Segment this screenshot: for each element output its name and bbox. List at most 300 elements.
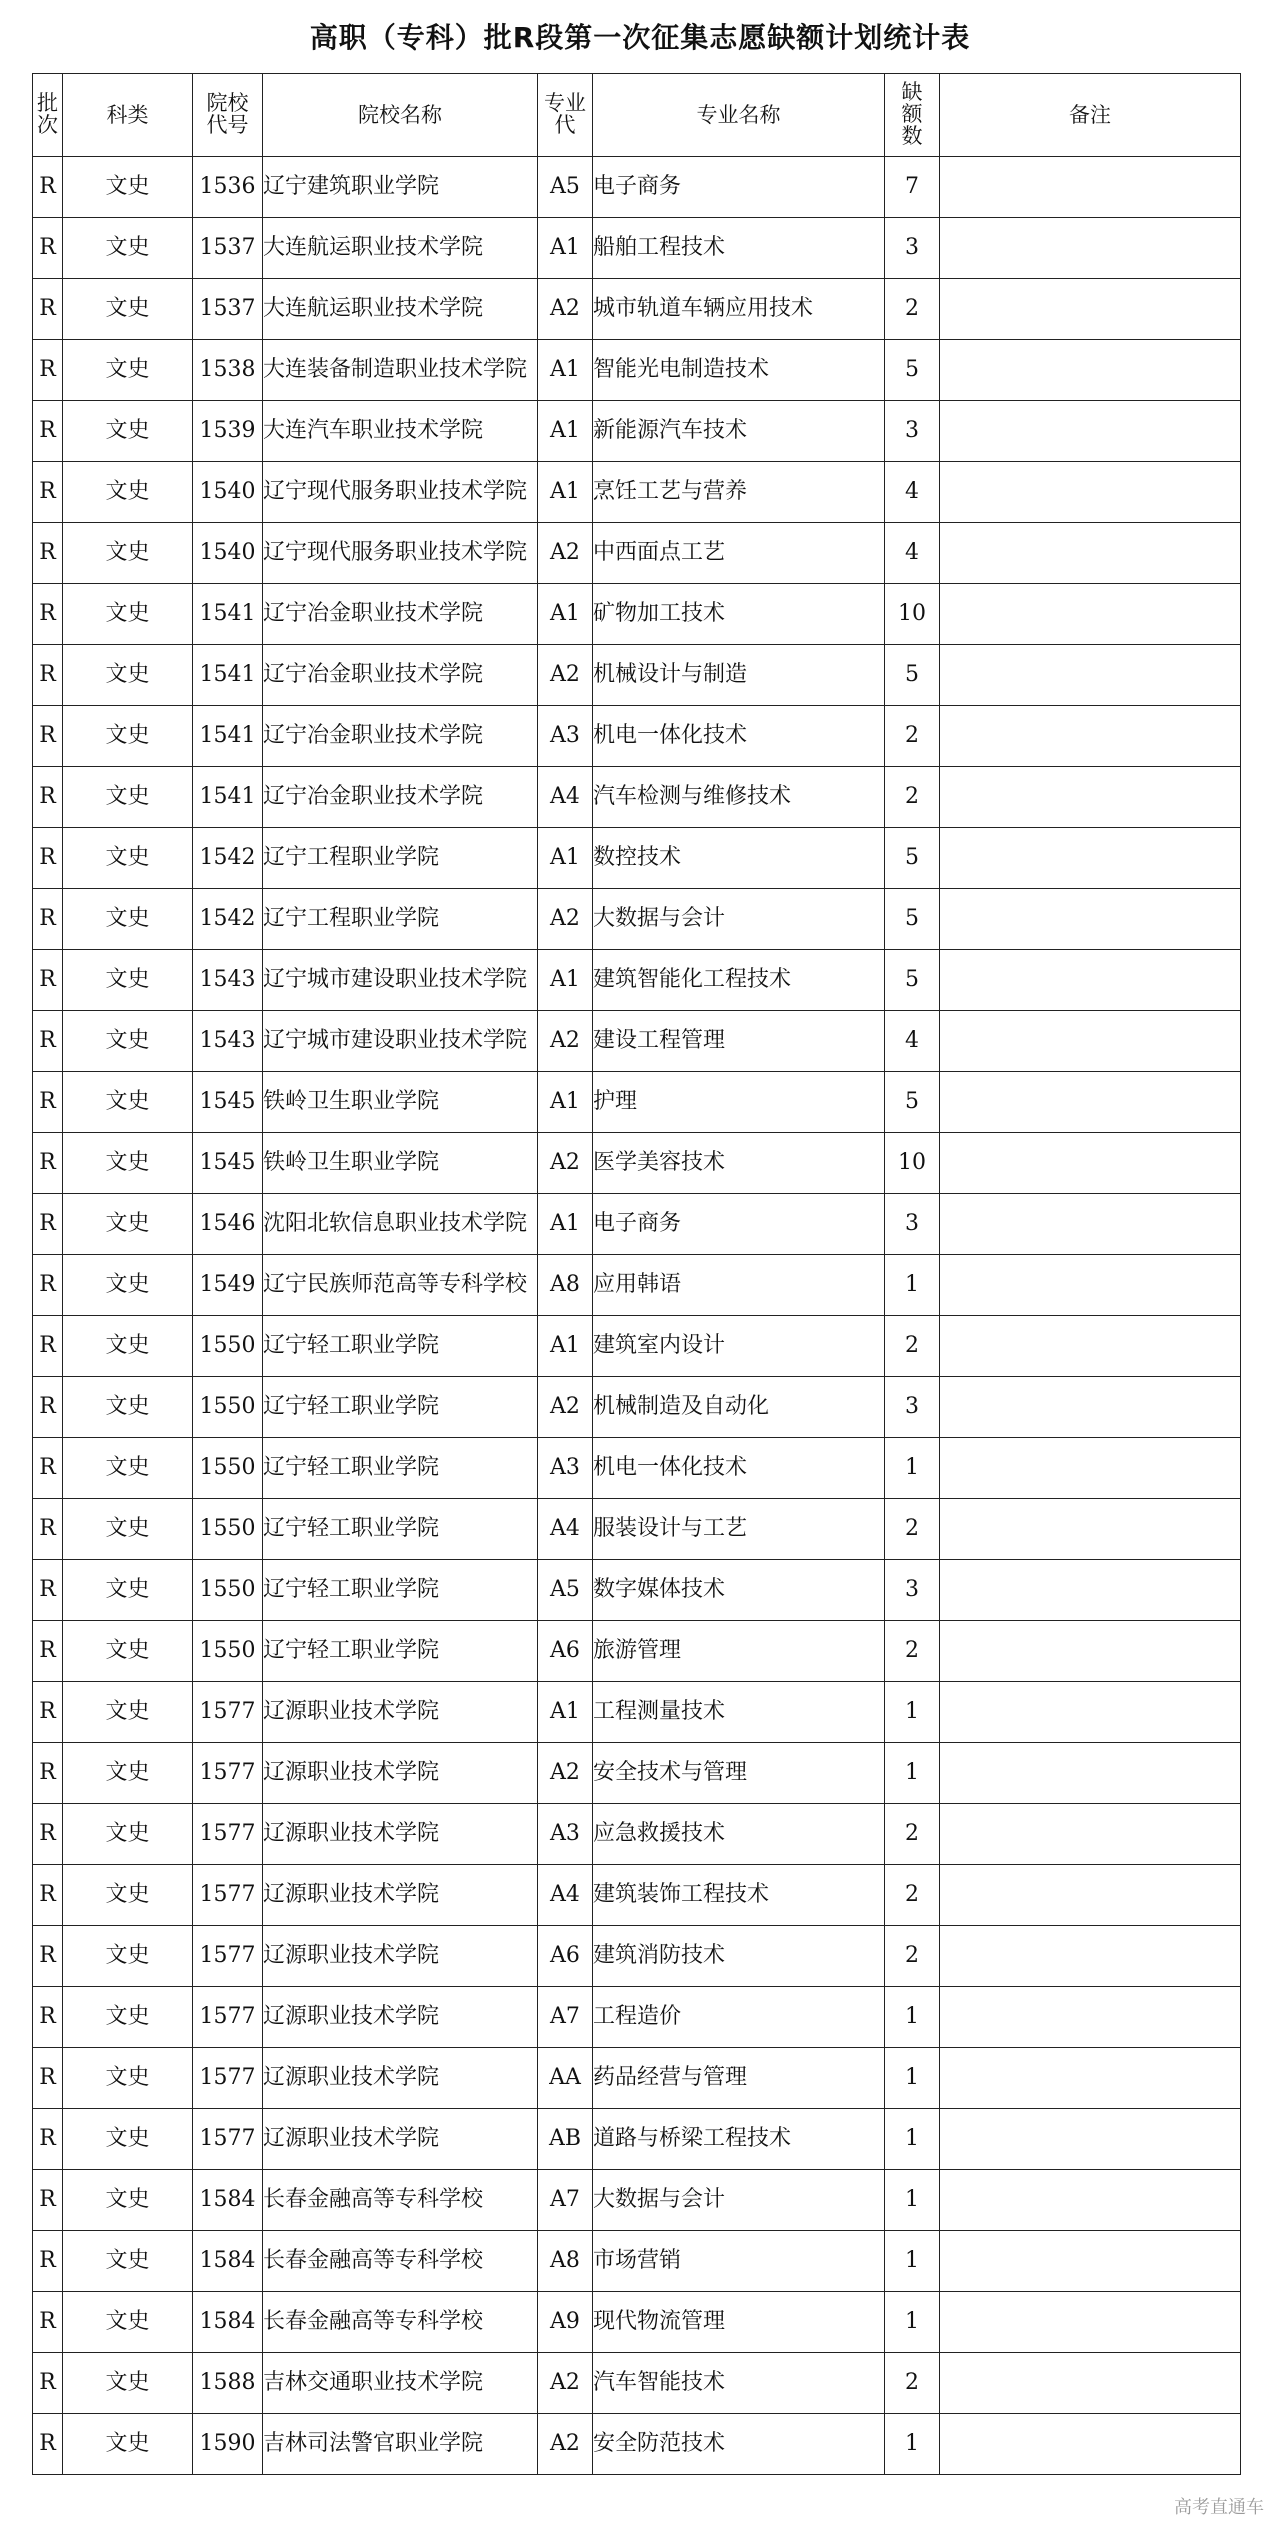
cell-subject: 文史 bbox=[63, 2414, 193, 2475]
cell-school-code: 1541 bbox=[193, 767, 263, 828]
cell-school-name: 长春金融高等专科学校 bbox=[263, 2292, 538, 2353]
cell-school-code: 1541 bbox=[193, 645, 263, 706]
cell-subject: 文史 bbox=[63, 2353, 193, 2414]
table-row bbox=[33, 706, 1241, 767]
cell-major-code: A2 bbox=[538, 279, 593, 340]
table-row bbox=[33, 1743, 1241, 1804]
cell-major-code: A2 bbox=[538, 1133, 593, 1194]
cell-batch: R bbox=[33, 1682, 63, 1743]
cell-school-name: 辽宁城市建设职业技术学院 bbox=[263, 950, 538, 1011]
cell-school-name: 辽宁民族师范高等专科学校 bbox=[263, 1255, 538, 1316]
header-batch: 批次 bbox=[33, 74, 63, 157]
cell-batch: R bbox=[33, 1621, 63, 1682]
cell-count: 1 bbox=[885, 2109, 940, 2170]
cell-note bbox=[940, 2353, 1241, 2414]
cell-school-name: 辽宁工程职业学院 bbox=[263, 828, 538, 889]
table-row bbox=[33, 157, 1241, 218]
cell-major-name: 烹饪工艺与营养 bbox=[593, 462, 885, 523]
table-row bbox=[33, 1133, 1241, 1194]
cell-note bbox=[940, 950, 1241, 1011]
cell-subject: 文史 bbox=[63, 1865, 193, 1926]
cell-school-code: 1536 bbox=[193, 157, 263, 218]
cell-subject: 文史 bbox=[63, 1255, 193, 1316]
cell-count: 5 bbox=[885, 645, 940, 706]
table-row bbox=[33, 767, 1241, 828]
cell-batch: R bbox=[33, 767, 63, 828]
cell-major-name: 道路与桥梁工程技术 bbox=[593, 2109, 885, 2170]
cell-subject: 文史 bbox=[63, 2231, 193, 2292]
cell-school-code: 1577 bbox=[193, 1987, 263, 2048]
cell-major-code: AA bbox=[538, 2048, 593, 2109]
cell-major-code: A2 bbox=[538, 645, 593, 706]
cell-note bbox=[940, 1804, 1241, 1865]
cell-school-name: 铁岭卫生职业学院 bbox=[263, 1133, 538, 1194]
cell-batch: R bbox=[33, 645, 63, 706]
table-row bbox=[33, 1560, 1241, 1621]
cell-school-code: 1550 bbox=[193, 1438, 263, 1499]
cell-note bbox=[940, 889, 1241, 950]
cell-school-code: 1584 bbox=[193, 2170, 263, 2231]
cell-school-name: 辽宁轻工职业学院 bbox=[263, 1377, 538, 1438]
cell-note bbox=[940, 767, 1241, 828]
cell-batch: R bbox=[33, 401, 63, 462]
cell-batch: R bbox=[33, 2170, 63, 2231]
cell-school-code: 1545 bbox=[193, 1072, 263, 1133]
cell-major-code: A2 bbox=[538, 1377, 593, 1438]
cell-subject: 文史 bbox=[63, 157, 193, 218]
cell-batch: R bbox=[33, 1865, 63, 1926]
cell-subject: 文史 bbox=[63, 889, 193, 950]
cell-major-code: A1 bbox=[538, 218, 593, 279]
cell-major-code: A9 bbox=[538, 2292, 593, 2353]
cell-batch: R bbox=[33, 218, 63, 279]
cell-subject: 文史 bbox=[63, 2048, 193, 2109]
cell-count: 5 bbox=[885, 950, 940, 1011]
table-header bbox=[33, 74, 1241, 157]
cell-batch: R bbox=[33, 1804, 63, 1865]
cell-subject: 文史 bbox=[63, 1499, 193, 1560]
cell-batch: R bbox=[33, 1926, 63, 1987]
table-row bbox=[33, 2414, 1241, 2475]
table-row bbox=[33, 462, 1241, 523]
cell-note bbox=[940, 1011, 1241, 1072]
table-row bbox=[33, 2048, 1241, 2109]
cell-subject: 文史 bbox=[63, 645, 193, 706]
cell-count: 1 bbox=[885, 2048, 940, 2109]
header-school-name: 院校名称 bbox=[263, 74, 538, 157]
cell-school-name: 辽源职业技术学院 bbox=[263, 2109, 538, 2170]
cell-major-code: A1 bbox=[538, 1682, 593, 1743]
cell-subject: 文史 bbox=[63, 340, 193, 401]
cell-major-name: 电子商务 bbox=[593, 1194, 885, 1255]
cell-note bbox=[940, 1072, 1241, 1133]
cell-school-code: 1550 bbox=[193, 1621, 263, 1682]
cell-note bbox=[940, 2231, 1241, 2292]
cell-school-code: 1577 bbox=[193, 1865, 263, 1926]
header-subject: 科类 bbox=[63, 74, 193, 157]
header-major-code: 专业代 bbox=[538, 74, 593, 157]
cell-school-code: 1588 bbox=[193, 2353, 263, 2414]
cell-count: 2 bbox=[885, 767, 940, 828]
cell-school-code: 1539 bbox=[193, 401, 263, 462]
cell-note bbox=[940, 1987, 1241, 2048]
cell-major-name: 建筑装饰工程技术 bbox=[593, 1865, 885, 1926]
cell-school-code: 1550 bbox=[193, 1316, 263, 1377]
cell-school-code: 1584 bbox=[193, 2292, 263, 2353]
cell-major-name: 现代物流管理 bbox=[593, 2292, 885, 2353]
table-row bbox=[33, 2292, 1241, 2353]
cell-subject: 文史 bbox=[63, 1011, 193, 1072]
cell-note bbox=[940, 2109, 1241, 2170]
cell-note bbox=[940, 584, 1241, 645]
cell-school-code: 1543 bbox=[193, 1011, 263, 1072]
cell-note bbox=[940, 2414, 1241, 2475]
cell-major-code: A5 bbox=[538, 157, 593, 218]
cell-major-name: 城市轨道车辆应用技术 bbox=[593, 279, 885, 340]
table-row bbox=[33, 218, 1241, 279]
cell-school-code: 1577 bbox=[193, 2048, 263, 2109]
cell-note bbox=[940, 1133, 1241, 1194]
cell-note bbox=[940, 1682, 1241, 1743]
cell-major-name: 应用韩语 bbox=[593, 1255, 885, 1316]
cell-major-code: A1 bbox=[538, 1072, 593, 1133]
cell-major-name: 数控技术 bbox=[593, 828, 885, 889]
cell-school-name: 辽宁轻工职业学院 bbox=[263, 1438, 538, 1499]
cell-school-code: 1542 bbox=[193, 828, 263, 889]
cell-major-code: A1 bbox=[538, 340, 593, 401]
cell-major-name: 新能源汽车技术 bbox=[593, 401, 885, 462]
cell-count: 1 bbox=[885, 1682, 940, 1743]
cell-school-name: 辽宁冶金职业技术学院 bbox=[263, 645, 538, 706]
cell-count: 2 bbox=[885, 1499, 940, 1560]
cell-batch: R bbox=[33, 2231, 63, 2292]
cell-note bbox=[940, 706, 1241, 767]
cell-major-name: 智能光电制造技术 bbox=[593, 340, 885, 401]
cell-batch: R bbox=[33, 1011, 63, 1072]
cell-school-name: 辽宁轻工职业学院 bbox=[263, 1560, 538, 1621]
cell-subject: 文史 bbox=[63, 1377, 193, 1438]
table-row bbox=[33, 1255, 1241, 1316]
cell-subject: 文史 bbox=[63, 1072, 193, 1133]
cell-subject: 文史 bbox=[63, 1682, 193, 1743]
cell-batch: R bbox=[33, 950, 63, 1011]
cell-major-name: 中西面点工艺 bbox=[593, 523, 885, 584]
cell-school-name: 辽源职业技术学院 bbox=[263, 1743, 538, 1804]
cell-major-name: 大数据与会计 bbox=[593, 2170, 885, 2231]
cell-batch: R bbox=[33, 1255, 63, 1316]
cell-count: 10 bbox=[885, 1133, 940, 1194]
cell-count: 1 bbox=[885, 1255, 940, 1316]
cell-school-name: 铁岭卫生职业学院 bbox=[263, 1072, 538, 1133]
cell-subject: 文史 bbox=[63, 1560, 193, 1621]
cell-count: 3 bbox=[885, 1194, 940, 1255]
cell-batch: R bbox=[33, 1194, 63, 1255]
cell-count: 2 bbox=[885, 706, 940, 767]
header-major-name: 专业名称 bbox=[593, 74, 885, 157]
cell-count: 10 bbox=[885, 584, 940, 645]
table-row bbox=[33, 1804, 1241, 1865]
cell-school-code: 1584 bbox=[193, 2231, 263, 2292]
cell-count: 5 bbox=[885, 889, 940, 950]
cell-count: 2 bbox=[885, 1804, 940, 1865]
table-row bbox=[33, 1316, 1241, 1377]
cell-school-code: 1540 bbox=[193, 523, 263, 584]
cell-major-code: A1 bbox=[538, 584, 593, 645]
cell-school-code: 1543 bbox=[193, 950, 263, 1011]
cell-major-name: 数字媒体技术 bbox=[593, 1560, 885, 1621]
cell-school-name: 辽源职业技术学院 bbox=[263, 1865, 538, 1926]
cell-major-name: 建筑室内设计 bbox=[593, 1316, 885, 1377]
cell-major-name: 应急救援技术 bbox=[593, 1804, 885, 1865]
table-row bbox=[33, 401, 1241, 462]
cell-subject: 文史 bbox=[63, 1194, 193, 1255]
cell-subject: 文史 bbox=[63, 2109, 193, 2170]
cell-major-code: A1 bbox=[538, 950, 593, 1011]
cell-major-name: 药品经营与管理 bbox=[593, 2048, 885, 2109]
cell-subject: 文史 bbox=[63, 1316, 193, 1377]
cell-count: 1 bbox=[885, 1987, 940, 2048]
cell-batch: R bbox=[33, 2048, 63, 2109]
cell-school-code: 1542 bbox=[193, 889, 263, 950]
cell-subject: 文史 bbox=[63, 828, 193, 889]
cell-count: 2 bbox=[885, 279, 940, 340]
cell-count: 5 bbox=[885, 828, 940, 889]
cell-school-name: 辽宁城市建设职业技术学院 bbox=[263, 1011, 538, 1072]
cell-school-name: 大连汽车职业技术学院 bbox=[263, 401, 538, 462]
cell-school-name: 辽源职业技术学院 bbox=[263, 1804, 538, 1865]
header-row bbox=[33, 74, 1241, 157]
table-row bbox=[33, 340, 1241, 401]
table-row bbox=[33, 584, 1241, 645]
cell-school-name: 辽宁工程职业学院 bbox=[263, 889, 538, 950]
cell-count: 1 bbox=[885, 2231, 940, 2292]
cell-school-code: 1550 bbox=[193, 1377, 263, 1438]
table-row bbox=[33, 1377, 1241, 1438]
cell-major-code: AB bbox=[538, 2109, 593, 2170]
cell-school-name: 辽宁建筑职业学院 bbox=[263, 157, 538, 218]
cell-batch: R bbox=[33, 1499, 63, 1560]
cell-note bbox=[940, 645, 1241, 706]
table-row bbox=[33, 2109, 1241, 2170]
table-row bbox=[33, 1682, 1241, 1743]
table-row bbox=[33, 1438, 1241, 1499]
cell-batch: R bbox=[33, 1316, 63, 1377]
table-row bbox=[33, 1865, 1241, 1926]
page-title: 高职（专科）批R段第一次征集志愿缺额计划统计表 bbox=[309, 21, 971, 54]
cell-school-name: 辽宁冶金职业技术学院 bbox=[263, 767, 538, 828]
table-row bbox=[33, 2353, 1241, 2414]
cell-batch: R bbox=[33, 1560, 63, 1621]
cell-school-name: 辽源职业技术学院 bbox=[263, 1987, 538, 2048]
cell-major-name: 建设工程管理 bbox=[593, 1011, 885, 1072]
cell-batch: R bbox=[33, 706, 63, 767]
cell-batch: R bbox=[33, 1133, 63, 1194]
cell-batch: R bbox=[33, 157, 63, 218]
cell-subject: 文史 bbox=[63, 1743, 193, 1804]
cell-batch: R bbox=[33, 1072, 63, 1133]
cell-note bbox=[940, 1438, 1241, 1499]
cell-school-name: 辽源职业技术学院 bbox=[263, 1926, 538, 1987]
cell-major-name: 建筑智能化工程技术 bbox=[593, 950, 885, 1011]
cell-major-code: A2 bbox=[538, 1011, 593, 1072]
cell-school-name: 辽宁轻工职业学院 bbox=[263, 1316, 538, 1377]
cell-major-code: A3 bbox=[538, 1438, 593, 1499]
cell-school-code: 1590 bbox=[193, 2414, 263, 2475]
cell-batch: R bbox=[33, 462, 63, 523]
cell-subject: 文史 bbox=[63, 1804, 193, 1865]
cell-note bbox=[940, 828, 1241, 889]
cell-batch: R bbox=[33, 1743, 63, 1804]
cell-batch: R bbox=[33, 1987, 63, 2048]
table-row bbox=[33, 1499, 1241, 1560]
cell-subject: 文史 bbox=[63, 462, 193, 523]
cell-major-code: A6 bbox=[538, 1926, 593, 1987]
cell-count: 5 bbox=[885, 1072, 940, 1133]
cell-school-code: 1550 bbox=[193, 1560, 263, 1621]
cell-school-code: 1577 bbox=[193, 1743, 263, 1804]
watermark: 高考直通车 bbox=[1174, 2497, 1264, 2518]
cell-batch: R bbox=[33, 2414, 63, 2475]
cell-count: 4 bbox=[885, 1011, 940, 1072]
cell-major-name: 医学美容技术 bbox=[593, 1133, 885, 1194]
cell-major-name: 市场营销 bbox=[593, 2231, 885, 2292]
cell-school-name: 大连航运职业技术学院 bbox=[263, 279, 538, 340]
cell-count: 2 bbox=[885, 1621, 940, 1682]
cell-major-name: 汽车智能技术 bbox=[593, 2353, 885, 2414]
table-row bbox=[33, 889, 1241, 950]
cell-major-name: 工程测量技术 bbox=[593, 1682, 885, 1743]
cell-note bbox=[940, 1194, 1241, 1255]
cell-count: 2 bbox=[885, 2353, 940, 2414]
cell-school-code: 1537 bbox=[193, 218, 263, 279]
cell-count: 1 bbox=[885, 2170, 940, 2231]
table-row bbox=[33, 1987, 1241, 2048]
cell-major-code: A2 bbox=[538, 523, 593, 584]
cell-major-name: 旅游管理 bbox=[593, 1621, 885, 1682]
cell-note bbox=[940, 2170, 1241, 2231]
cell-batch: R bbox=[33, 2353, 63, 2414]
cell-note bbox=[940, 1499, 1241, 1560]
cell-school-code: 1538 bbox=[193, 340, 263, 401]
cell-subject: 文史 bbox=[63, 401, 193, 462]
cell-major-code: A1 bbox=[538, 462, 593, 523]
cell-note bbox=[940, 1865, 1241, 1926]
cell-major-name: 安全防范技术 bbox=[593, 2414, 885, 2475]
cell-note bbox=[940, 523, 1241, 584]
cell-school-code: 1577 bbox=[193, 2109, 263, 2170]
table-row bbox=[33, 1072, 1241, 1133]
cell-batch: R bbox=[33, 828, 63, 889]
cell-note bbox=[940, 340, 1241, 401]
cell-subject: 文史 bbox=[63, 767, 193, 828]
cell-count: 1 bbox=[885, 1438, 940, 1499]
table-row bbox=[33, 523, 1241, 584]
cell-school-name: 辽宁冶金职业技术学院 bbox=[263, 706, 538, 767]
cell-major-name: 建筑消防技术 bbox=[593, 1926, 885, 1987]
cell-count: 4 bbox=[885, 462, 940, 523]
cell-count: 3 bbox=[885, 218, 940, 279]
cell-major-name: 机电一体化技术 bbox=[593, 1438, 885, 1499]
header-note: 备注 bbox=[940, 74, 1241, 157]
cell-major-name: 矿物加工技术 bbox=[593, 584, 885, 645]
cell-school-code: 1577 bbox=[193, 1804, 263, 1865]
table-row bbox=[33, 1926, 1241, 1987]
cell-note bbox=[940, 2048, 1241, 2109]
cell-count: 1 bbox=[885, 2414, 940, 2475]
cell-batch: R bbox=[33, 2292, 63, 2353]
cell-note bbox=[940, 1743, 1241, 1804]
table-body bbox=[33, 157, 1241, 2475]
cell-subject: 文史 bbox=[63, 2170, 193, 2231]
cell-note bbox=[940, 401, 1241, 462]
cell-school-name: 长春金融高等专科学校 bbox=[263, 2231, 538, 2292]
cell-subject: 文史 bbox=[63, 950, 193, 1011]
cell-school-name: 辽宁现代服务职业技术学院 bbox=[263, 523, 538, 584]
cell-major-name: 大数据与会计 bbox=[593, 889, 885, 950]
cell-major-code: A2 bbox=[538, 2353, 593, 2414]
cell-school-code: 1545 bbox=[193, 1133, 263, 1194]
cell-note bbox=[940, 1377, 1241, 1438]
cell-subject: 文史 bbox=[63, 1987, 193, 2048]
cell-note bbox=[940, 1255, 1241, 1316]
cell-count: 3 bbox=[885, 1560, 940, 1621]
table-row bbox=[33, 1011, 1241, 1072]
cell-note bbox=[940, 1316, 1241, 1377]
cell-subject: 文史 bbox=[63, 1133, 193, 1194]
header-school-code: 院校代号 bbox=[193, 74, 263, 157]
cell-school-name: 吉林司法警官职业学院 bbox=[263, 2414, 538, 2475]
cell-count: 5 bbox=[885, 340, 940, 401]
cell-school-code: 1577 bbox=[193, 1682, 263, 1743]
cell-batch: R bbox=[33, 523, 63, 584]
cell-school-name: 大连航运职业技术学院 bbox=[263, 218, 538, 279]
header-count: 缺额数 bbox=[885, 74, 940, 157]
cell-major-code: A2 bbox=[538, 2414, 593, 2475]
cell-note bbox=[940, 462, 1241, 523]
cell-batch: R bbox=[33, 2109, 63, 2170]
cell-subject: 文史 bbox=[63, 584, 193, 645]
cell-school-name: 沈阳北软信息职业技术学院 bbox=[263, 1194, 538, 1255]
cell-subject: 文史 bbox=[63, 706, 193, 767]
cell-school-name: 辽宁轻工职业学院 bbox=[263, 1621, 538, 1682]
cell-major-code: A7 bbox=[538, 2170, 593, 2231]
cell-school-code: 1537 bbox=[193, 279, 263, 340]
cell-school-name: 长春金融高等专科学校 bbox=[263, 2170, 538, 2231]
cell-school-name: 辽源职业技术学院 bbox=[263, 2048, 538, 2109]
cell-major-code: A8 bbox=[538, 2231, 593, 2292]
cell-major-code: A1 bbox=[538, 1316, 593, 1377]
cell-major-name: 机械制造及自动化 bbox=[593, 1377, 885, 1438]
cell-note bbox=[940, 1621, 1241, 1682]
cell-major-code: A7 bbox=[538, 1987, 593, 2048]
cell-school-code: 1549 bbox=[193, 1255, 263, 1316]
cell-batch: R bbox=[33, 340, 63, 401]
cell-note bbox=[940, 1560, 1241, 1621]
table-row bbox=[33, 2170, 1241, 2231]
cell-batch: R bbox=[33, 584, 63, 645]
cell-school-name: 辽宁冶金职业技术学院 bbox=[263, 584, 538, 645]
cell-count: 2 bbox=[885, 1926, 940, 1987]
cell-note bbox=[940, 279, 1241, 340]
cell-major-code: A2 bbox=[538, 1743, 593, 1804]
cell-school-name: 辽宁现代服务职业技术学院 bbox=[263, 462, 538, 523]
cell-school-name: 吉林交通职业技术学院 bbox=[263, 2353, 538, 2414]
cell-major-code: A4 bbox=[538, 1499, 593, 1560]
table-row bbox=[33, 828, 1241, 889]
cell-school-code: 1541 bbox=[193, 706, 263, 767]
cell-count: 2 bbox=[885, 1316, 940, 1377]
cell-count: 4 bbox=[885, 523, 940, 584]
